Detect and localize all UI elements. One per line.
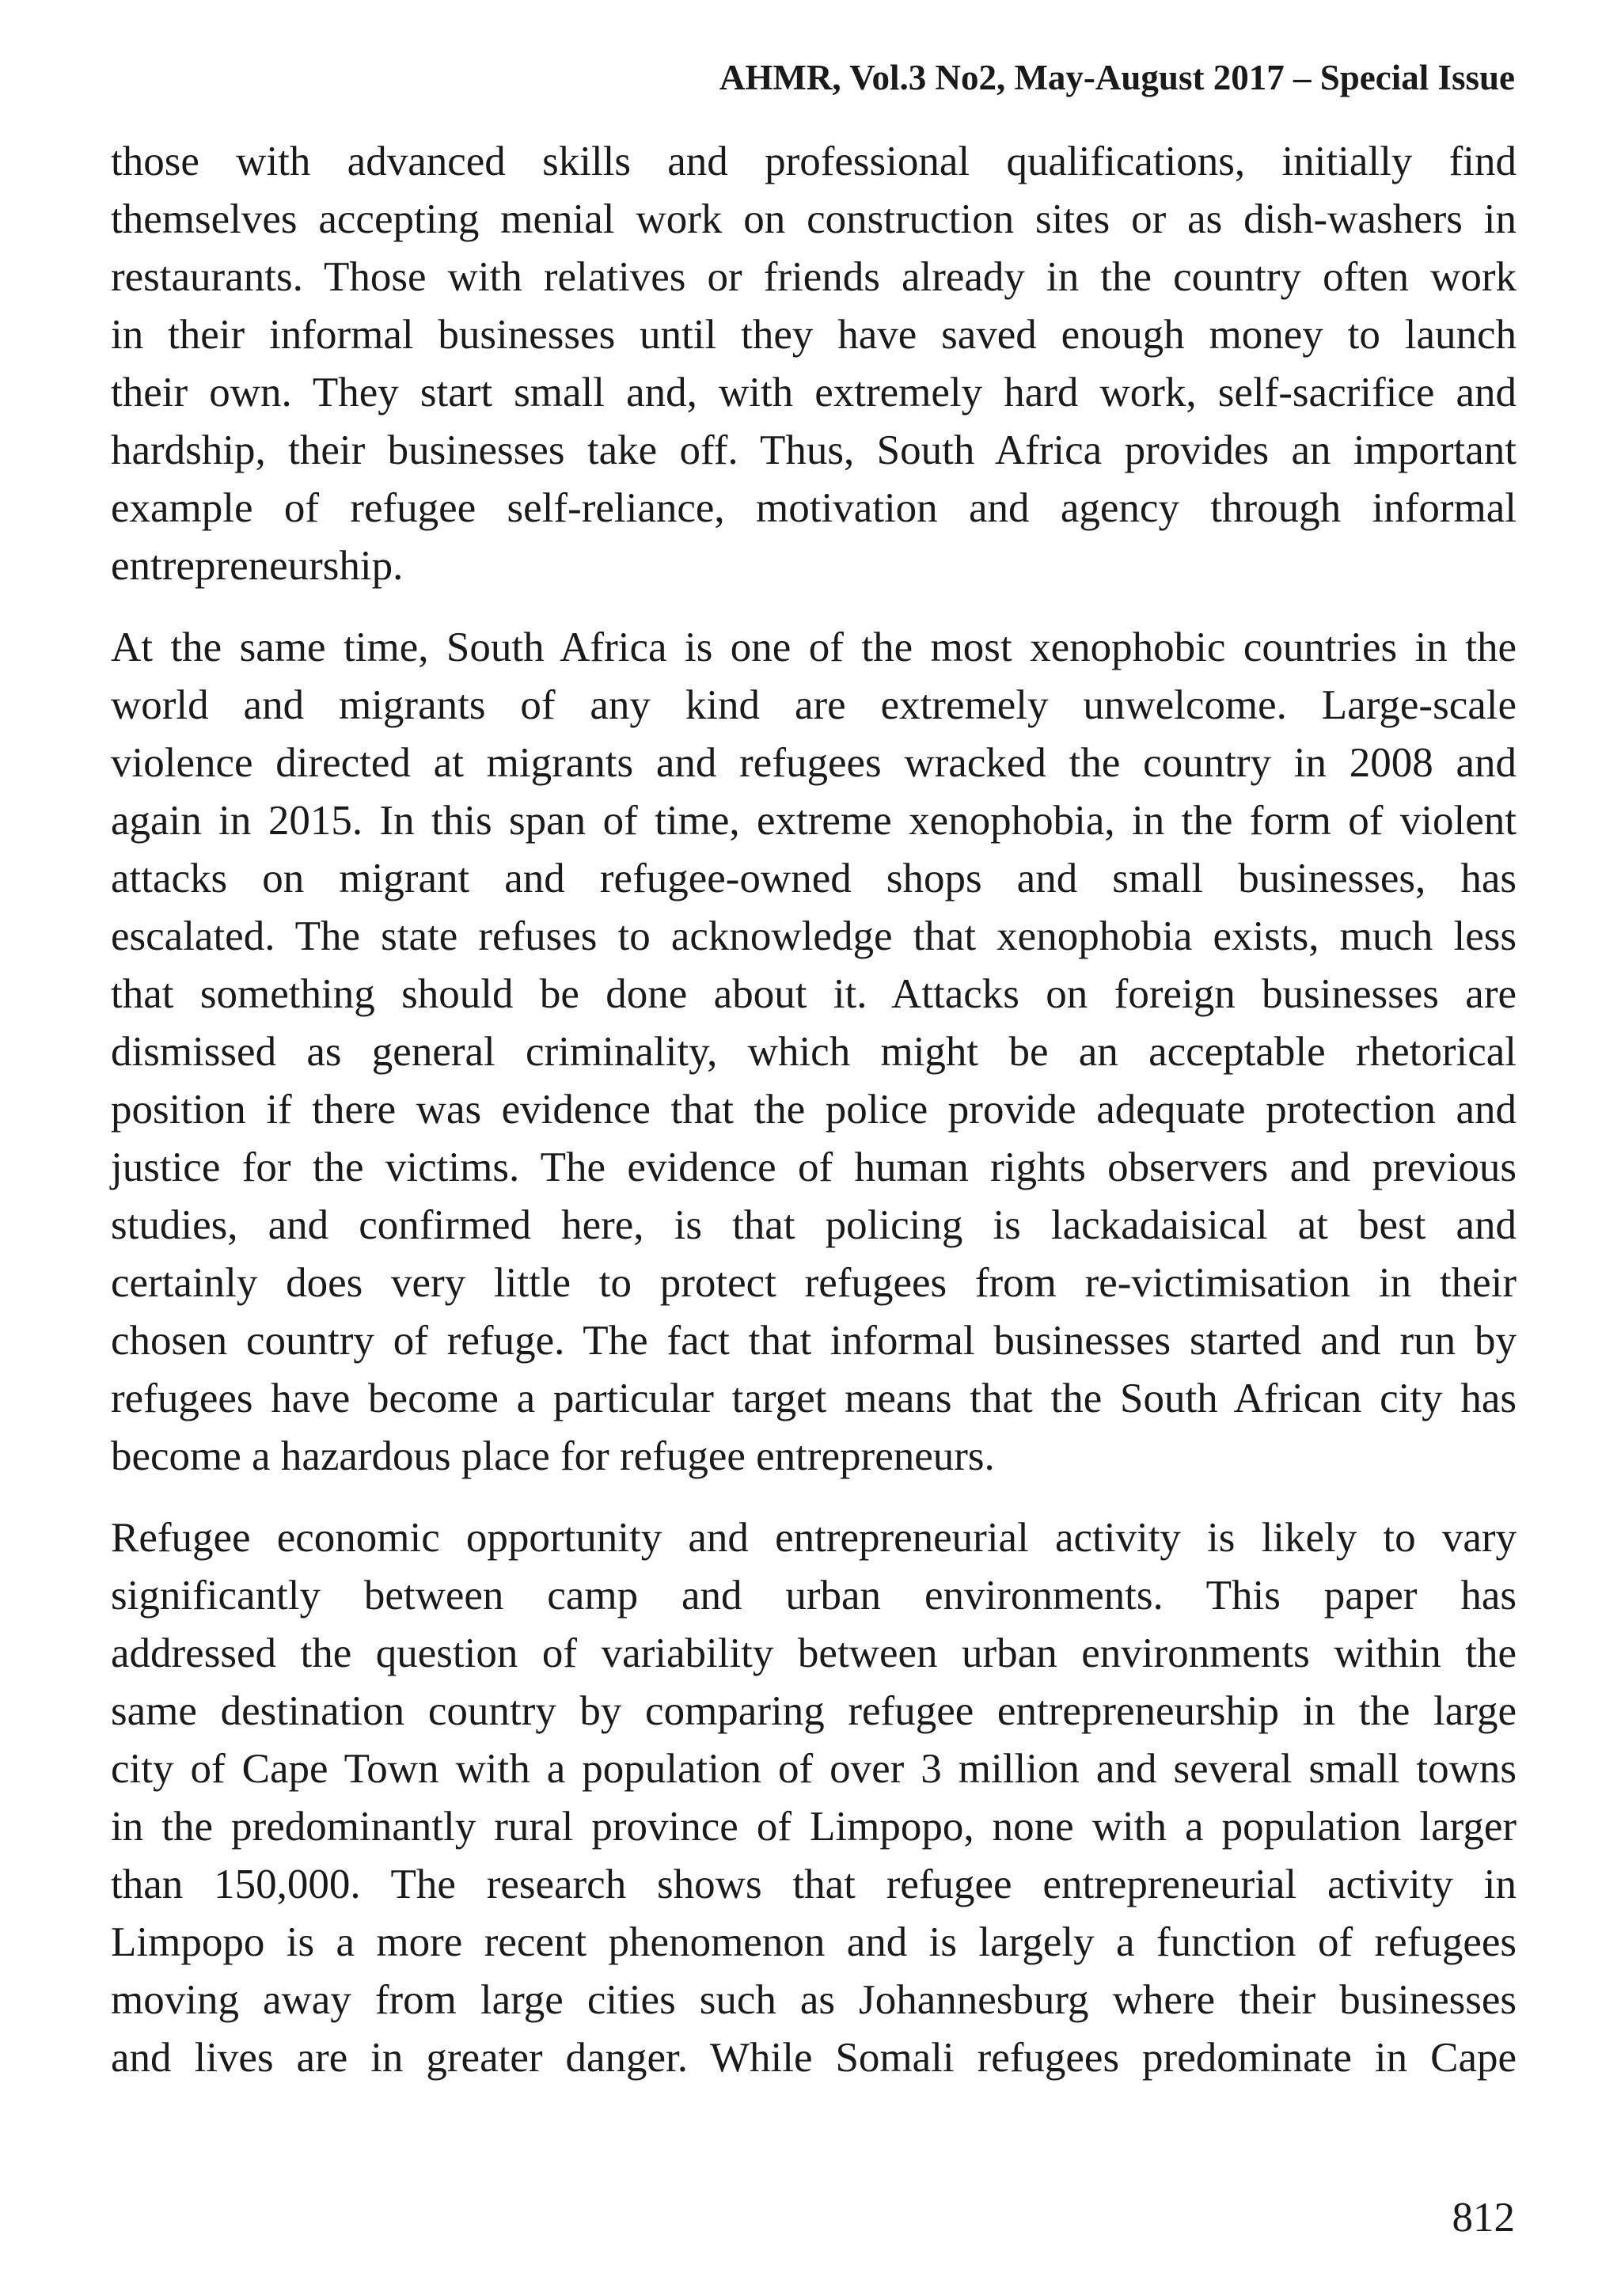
text-line: studies, and confirmed here, is that policing is lackadaisical at best and xyxy=(111,1202,1517,1248)
text-line: than 150,000. The research shows that refugee entrepreneurial activity in xyxy=(111,1861,1517,1907)
text-line: escalated. The state refuses to acknowledge that xenophobia exists, much less xyxy=(111,913,1517,959)
text-line: moving away from large cities such as Johannesburg where their businesses xyxy=(111,1977,1517,2023)
text-line: restaurants. Those with relatives or friends already in the country often work xyxy=(111,254,1517,300)
text-line: significantly between camp and urban environments. This paper has xyxy=(111,1573,1517,1619)
text-line: in the predominantly rural province of Limpopo, none with a population larger xyxy=(111,1804,1517,1850)
body-text xyxy=(111,133,1517,2111)
text-line: violence directed at migrants and refugees wracked the country in 2008 and xyxy=(111,740,1517,786)
text-line: dismissed as general criminality, which might be an acceptable rhetorical xyxy=(111,1029,1517,1075)
text-line: position if there was evidence that the police provide adequate protection and xyxy=(111,1087,1517,1133)
text-line: that something should be done about it. Attacks on foreign businesses are xyxy=(111,971,1517,1017)
text-line: become a hazardous place for refugee entrepreneurs. xyxy=(111,1433,995,1479)
text-line: certainly does very little to protect refugees from re-victimisation in their xyxy=(111,1260,1517,1306)
paragraph-3 xyxy=(111,1509,1517,2087)
page-number: 812 xyxy=(1452,2195,1515,2241)
text-line: same destination country by comparing refugee entrepreneurship in the large xyxy=(111,1688,1517,1734)
text-line: and lives are in greater danger. While Somali refugees predominate in Cape xyxy=(111,2035,1517,2081)
text-line: hardship, their businesses take off. Thus, South Africa provides an important xyxy=(111,427,1517,473)
text-line: again in 2015. In this span of time, extreme xenophobia, in the form of violent xyxy=(111,798,1517,844)
text-line: Limpopo is a more recent phenomenon and is largely a function of refugees xyxy=(111,1919,1517,1965)
text-line: Refugee economic opportunity and entrepreneurial activity is likely to vary xyxy=(111,1515,1517,1561)
text-line: in their informal businesses until they have saved enough money to launch xyxy=(111,312,1517,358)
text-line: At the same time, South Africa is one of the most xenophobic countries in the xyxy=(111,624,1517,670)
text-line: chosen country of refuge. The fact that informal businesses started and run by xyxy=(111,1318,1517,1364)
text-line: example of refugee self-reliance, motivation and agency through informal xyxy=(111,485,1517,531)
running-header: AHMR, Vol.3 No2, May-August 2017 – Special Issue xyxy=(719,58,1515,97)
paragraph-2 xyxy=(111,619,1517,1486)
text-line: themselves accepting menial work on construction sites or as dish-washers in xyxy=(111,196,1517,242)
text-line: justice for the victims. The evidence of human rights observers and previous xyxy=(111,1144,1517,1190)
text-line: city of Cape Town with a population of over 3 million and several small towns xyxy=(111,1746,1517,1792)
text-line: refugees have become a particular target means that the South African city has xyxy=(111,1376,1517,1421)
text-line: addressed the question of variability between urban environments within the xyxy=(111,1630,1517,1676)
text-line: entrepreneurship. xyxy=(111,543,404,589)
paragraph-1 xyxy=(111,133,1517,595)
text-line: their own. They start small and, with extremely hard work, self-sacrifice and xyxy=(111,370,1517,416)
text-line: those with advanced skills and professional qualifications, initially find xyxy=(111,139,1517,184)
text-line: attacks on migrant and refugee-owned shops and small businesses, has xyxy=(111,856,1517,901)
text-line: world and migrants of any kind are extremely unwelcome. Large-scale xyxy=(111,682,1517,728)
